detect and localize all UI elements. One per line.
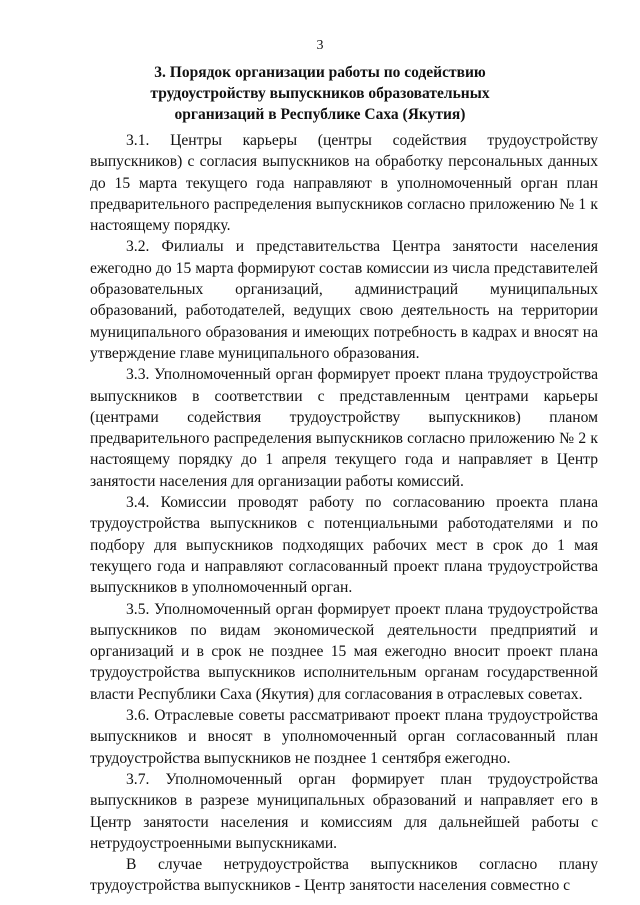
paragraph-3-5: 3.5. Уполномоченный орган формирует проект плана трудоустройства выпускников по видам экономической деятельности предприятий и организаций и в срок не позднее 15 мая ежегодно вносит проект плана трудоустройства выпускников исполнительным органам государственной власти Республики Саха (Якутия) для согласования в отраслевых советах. bbox=[90, 600, 598, 703]
paragraph-3-7: 3.7. Уполномоченный орган формирует план трудоустройства выпускников в разрезе муниципальных образований и направляет его в Центр занятости населения и комиссиям для дальнейшей работы с нетрудоустроенными выпускниками. bbox=[90, 770, 598, 852]
paragraph-3-4: 3.4. Комиссии проводят работу по согласованию проекта плана трудоустройства выпускников с потенциальными работодателями и по подбору для выпускников подходящих рабочих мест в срок до 1 мая текущего года и направляют согласованный проект плана трудоустройства выпускников в уполномоченный орган. bbox=[90, 494, 598, 597]
paragraph-3-1: 3.1. Центры карьеры (центры содействия трудоустройству выпускников) с согласия выпускников на обработку персональных данных до 15 марта текущего года направляют в уполномоченный орган план предварительного распределения выпускников согласно приложению № 1 к настоящему порядку. bbox=[90, 132, 598, 235]
paragraph-3-3: 3.3. Уполномоченный орган формирует проект плана трудоустройства выпускников в соответствии с представленным центрами карьеры (центрами содействия трудоустройству выпускников) планом предварительного распределения выпускников согласно приложению № 2 к настоящему порядку до 1 апреля текущего года и направляет в Центр занятости населения для организации работы комиссий. bbox=[90, 366, 598, 490]
section-title: 3. Порядок организации работы по содействию трудоустройству выпускников образовательных организаций в Республике Саха (Якутия) bbox=[150, 64, 490, 123]
document-body bbox=[90, 130, 598, 897]
paragraph-3-6: 3.6. Отраслевые советы рассматривают проект плана трудоустройства выпускников и вносят в уполномоченный орган согласованный план трудоустройства выпускников не позднее 1 сентября ежегодно. bbox=[90, 707, 598, 767]
paragraph-3-2: 3.2. Филиалы и представительства Центра занятости населения ежегодно до 15 марта формируют состав комиссии из числа представителей образовательных организаций, администраций муниципальных образований, работодателей, ведущих свою деятельность на территории муниципального образования и имеющих потребность в кадрах и вносят на утверждение главе муниципального образования. bbox=[90, 238, 598, 362]
paragraph-continuation: В случае нетрудоустройства выпускников согласно плану трудоустройства выпускников - Центр занятости населения совместно с bbox=[90, 856, 598, 895]
page-number: 3 bbox=[316, 38, 324, 53]
